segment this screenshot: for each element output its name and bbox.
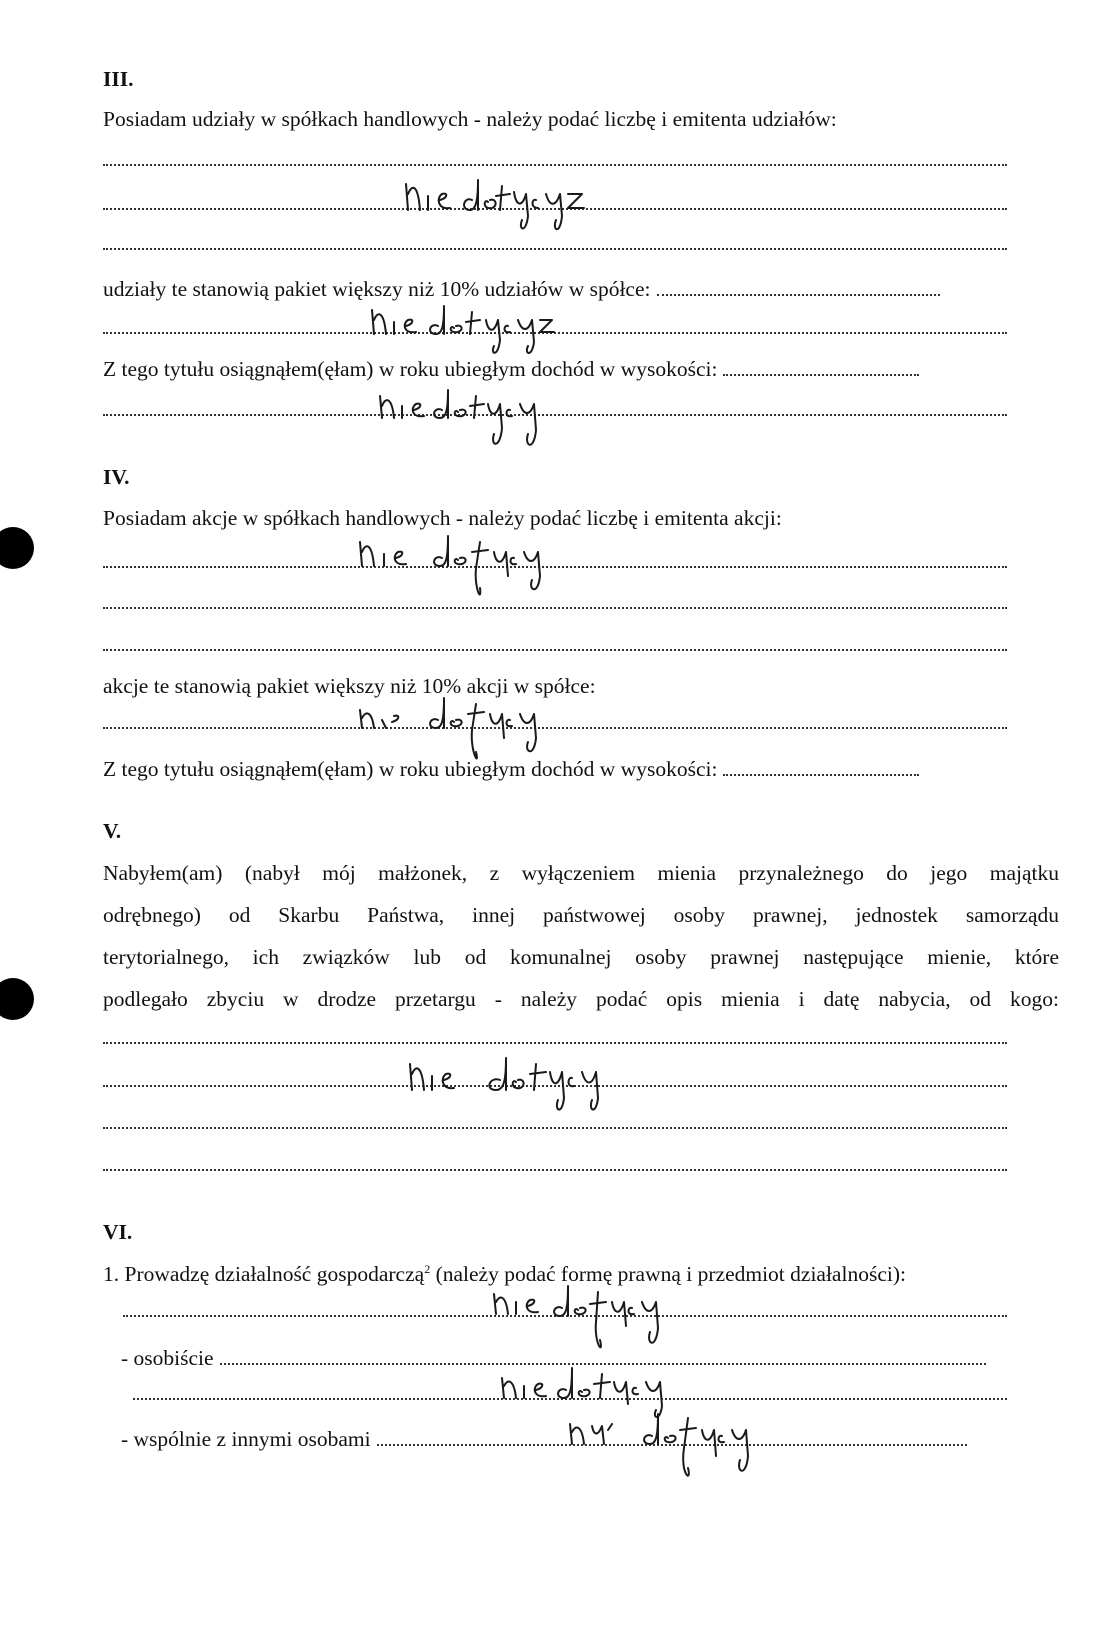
leader-dots: [377, 1440, 967, 1446]
section-6-item-1-rest: (należy podać formę prawną i przedmiot działalności):: [430, 1262, 906, 1287]
footnote-ref: 2: [424, 1262, 431, 1276]
handwriting-nie-dotyczy: [352, 528, 572, 608]
leader-dots: [723, 370, 919, 376]
section-3-shares-text: Posiadam udziały w spółkach handlowych - należy podać liczbę i emitenta udziałów:: [103, 107, 837, 131]
handwriting-nie-dotyczy: [400, 1052, 620, 1122]
section-5-heading: V.: [103, 819, 122, 843]
wspolnie-label: - wspólnie z innymi osobami: [121, 1427, 371, 1451]
section-3-heading: III.: [103, 67, 134, 91]
paragraph-line: odrębnego) od Skarbu Państwa, innej państwowej osoby prawnej, jednostek samorządu: [103, 903, 1059, 927]
section-4-dochod-text: [103, 756, 919, 782]
answer-line: [103, 322, 1007, 334]
section-4-heading: IV.: [103, 465, 130, 489]
leader-dots: [220, 1359, 986, 1365]
answer-line: [103, 1117, 1007, 1129]
answer-line: [103, 1159, 1007, 1171]
section-5-paragraph: [103, 852, 1059, 1020]
answer-line: [103, 154, 1007, 166]
answer-line: [103, 404, 1007, 416]
section-4-pakiet-text: akcje te stanowią pakiet większy niż 10% akcji w spółce:: [103, 674, 596, 698]
section-6-heading: VI.: [103, 1220, 133, 1244]
osobiscie-label: - osobiście: [121, 1346, 214, 1370]
leader-dots: [723, 770, 919, 776]
paragraph-line: Nabyłem(am) (nabył mój małżonek, z wyłączeniem mienia przynależnego do jego majątku: [103, 861, 1059, 885]
section-6-item-1: [103, 1256, 906, 1287]
answer-line: [103, 1032, 1007, 1044]
paragraph-line: podlegało zbyciu w drodze przetargu - należy podać opis mienia i datę nabycia, od kogo:: [103, 987, 1059, 1011]
section-3-pakiet-label: udziały te stanowią pakiet większy niż 10% udziałów w spółce:: [103, 277, 651, 301]
section-4-shares-text: Posiadam akcje w spółkach handlowych - należy podać liczbę i emitenta akcji:: [103, 506, 782, 530]
answer-line: [103, 1075, 1007, 1087]
answer-line: [103, 198, 1007, 210]
section-3-dochod-label: Z tego tytułu osiągnąłem(ęłam) w roku ubiegłym dochód w wysokości:: [103, 357, 718, 381]
osobiscie-row: [121, 1345, 986, 1371]
section-3-pakiet-text: [103, 276, 940, 302]
answer-line: [123, 1305, 1007, 1317]
answer-line: [103, 597, 1007, 609]
answer-line: [103, 238, 1007, 250]
answer-line: [103, 717, 1007, 729]
paragraph-line: terytorialnego, ich związków lub od komunalnej osoby prawnej następujące mienie, które: [103, 945, 1059, 969]
punch-hole-top: [0, 527, 34, 569]
handwriting-nie-dotyczy: [372, 384, 572, 460]
section-6-item-1-text: 1. Prowadzę działalność gospodarczą: [103, 1262, 425, 1287]
section-3-dochod-text: [103, 356, 919, 382]
punch-hole-bottom: [0, 978, 34, 1020]
section-4-dochod-label: Z tego tytułu osiągnąłem(ęłam) w roku ubiegłym dochód w wysokości:: [103, 757, 718, 781]
answer-line: [103, 639, 1007, 651]
answer-line: [103, 556, 1007, 568]
leader-dots: [657, 290, 940, 296]
answer-line: [133, 1388, 1007, 1400]
wspolnie-row: [121, 1426, 967, 1452]
